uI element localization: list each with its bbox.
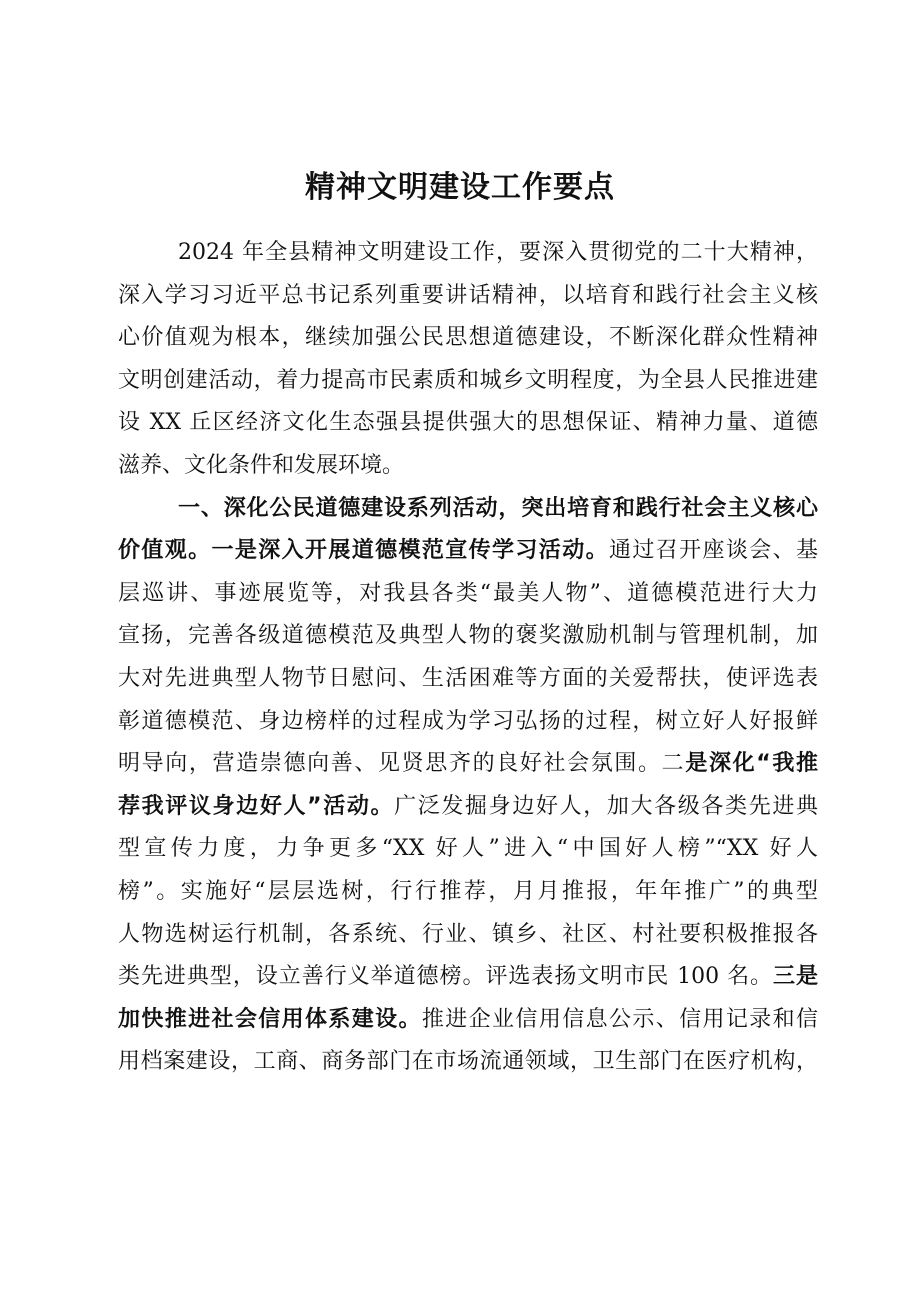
text-run: 设 XX 丘区经济文化生态强县提供强大的思想保证、精神力量、道德 [118,410,818,436]
text-run: 广泛发掘身边好人，加大各级各类先进典 [394,793,818,819]
text-line [118,871,818,914]
text-run: 心价值观为根本，继续加强公民思想道德建设，不断深化群众性精神 [118,325,818,351]
text-line [118,530,818,573]
text-line [118,658,818,701]
text-run: 大对先进典型人物节日慰问、生活困难等方面的关爱帮扶，使评选表 [118,665,818,691]
text-run: 滋养、文化条件和发展环境。 [118,452,405,478]
text-run: 型宣传力度，力争更多“XX 好人”进入“中国好人榜”“XX 好人 [118,836,818,862]
text-run: 推进企业信用信息公示、信用记录和信 [421,1006,818,1032]
text-line [118,317,818,360]
bold-text-run: 一、深化公民道德建设系列活动，突出培育和践行社会主义核心 [178,495,818,521]
text-run: 类先进典型，设立善行义举道德榜。评选表扬文明市民 100 名。 [118,964,774,990]
text-run: 深入学习习近平总书记系列重要讲话精神，以培育和践行社会主义核 [118,282,818,308]
text-line [118,999,818,1042]
bold-text-run: 价值观。一是深入开展道德模范宣传学习活动。 [118,538,609,564]
text-line [118,615,818,658]
bold-text-run: 三是 [773,964,818,990]
text-line [118,828,818,871]
text-run: 层巡讲、事迹展览等，对我县各类“最美人物”、道德模范进行大力 [118,580,818,606]
text-run: 文明创建活动，着力提高市民素质和城乡文明程度，为全县人民推进建 [118,367,818,393]
text-run: 用档案建设，工商、商务部门在市场流通领域，卫生部门在医疗机构， [118,1049,818,1075]
text-line [118,445,818,488]
text-run: 宣扬，完善各级道德模范及典型人物的褒奖激励机制与管理机制，加 [118,623,818,649]
text-line [118,743,818,786]
text-line [118,275,818,318]
text-run: 通过召开座谈会、基 [608,538,818,564]
bold-text-run: 荐我评议身边好人”活动。 [118,793,395,819]
bold-text-run: 是深化“我推 [685,751,818,777]
document-body [118,232,818,1084]
text-line [118,914,818,957]
text-line [118,402,818,445]
text-run: 明导向，营造崇德向善、见贤思齐的良好社会氛围。二 [118,751,686,777]
page-title: 精神文明建设工作要点 [305,170,615,205]
text-line [118,1041,818,1084]
text-line [118,488,818,531]
text-line [118,956,818,999]
text-run: 人物选树运行机制，各系统、行业、镇乡、社区、村社要积极推报各 [118,921,818,947]
text-run: 2024 年全县精神文明建设工作，要深入贯彻党的二十大精神， [178,240,818,265]
text-run: 彰道德模范、身边榜样的过程成为学习弘扬的过程，树立好人好报鲜 [118,708,818,734]
text-line [118,573,818,616]
text-line [118,360,818,403]
text-line [118,232,818,275]
text-run: 榜”。实施好“层层选树，行行推荐，月月推报，年年推广”的典型 [118,878,818,904]
text-line [118,701,818,744]
text-line [118,786,818,829]
bold-text-run: 加快推进社会信用体系建设。 [118,1006,422,1032]
